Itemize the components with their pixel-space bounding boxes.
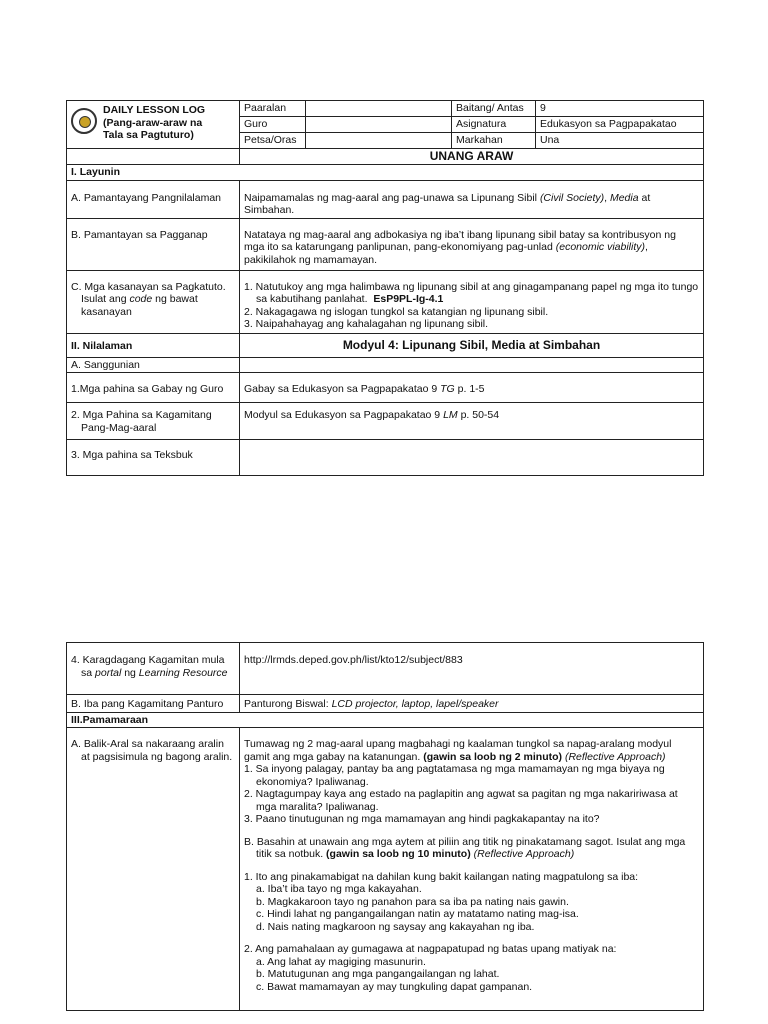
section-layunin: I. Layunin [67, 165, 704, 181]
quiz-choice: c. Hindi lahat ng pangangailangan natin ay matatamo nating mag-isa. [256, 908, 579, 920]
instruction-text [244, 738, 699, 763]
section-pamamaraan: III.Pamamaraan [67, 712, 704, 728]
row-label [67, 728, 240, 1011]
row-label [67, 270, 240, 333]
quiz-choice: d. Nais nating magkaroon ng saysay ang kakayahan ng iba. [256, 920, 535, 933]
list-item: 3. Paano tinutugunan ng mga mamamayan ang hindi pagkakapantay na ito? [244, 813, 600, 825]
kagamitang-mag-aaral-text [240, 403, 704, 440]
day-title: UNANG ARAW [240, 149, 704, 165]
instruction-text [244, 836, 699, 861]
text-segment: B. Basahin at unawain ang mga aytem at piliin ang titik ng pinakatamang sagot. Isulat ang mga titik sa notbuk. [244, 835, 686, 860]
text-segment: Tumawag ng 2 mag-aaral upang magbahagi ng kaalaman tungkol sa napag-aralang modyul gamit ang mga gabay na katanungan. [244, 738, 672, 763]
list-item: 1. Sa inyong palagay, pantay ba ang pagtatamasa ng mga mamamayan ng mga biyaya ng ekonomiya? Ipaliwanag. [244, 763, 665, 788]
guro-label: Guro [240, 117, 306, 133]
text-segment: Isulat ang [81, 293, 130, 305]
text-segment: (Civil Society) [539, 191, 605, 204]
pamantayang-pangnilalaman-text [240, 180, 704, 218]
row-label [67, 643, 240, 695]
text-segment: LM [443, 409, 458, 421]
text-segment: Gabay sa Edukasyon sa Pagpapakatao 9 [244, 383, 441, 395]
time-note: (gawin sa loob ng 10 minuto) [326, 848, 471, 860]
text-segment: Naipamamalas ng mag-aaral ang pag-unawa sa Lipunang Sibil [244, 191, 540, 204]
paaralan-value[interactable] [306, 101, 452, 117]
row-label: 3. Mga pahina sa Teksbuk [67, 440, 240, 476]
time-note: (gawin sa loob ng 2 minuto) [423, 750, 563, 763]
list-item: 3. Naipahahayag ang kahalagahan ng lipunang sibil. [244, 318, 489, 330]
lrmds-link[interactable]: http://lrmds.deped.gov.ph/list/kto12/subject/883 [240, 643, 704, 695]
quiz-item: 2. Ang pamahalaan ay gumagawa at nagpapatupad ng batas upang matiyak na: [244, 943, 617, 955]
text-segment: Learning Resource [138, 666, 228, 679]
kasanayan-list [240, 270, 704, 333]
text-segment: Media [609, 191, 639, 204]
log-subtitle: Tala sa Pagtuturo) [103, 129, 194, 141]
row-label-line: at pagsisimula ng bagong aralin. [81, 750, 233, 763]
pamantayan-sa-pagganap-text [240, 218, 704, 270]
competency-code: EsP9PL-Ig-4.1 [373, 293, 444, 305]
row-label-line: 4. Karagdagang Kagamitan mula [71, 654, 225, 666]
asignatura-label: Asignatura [452, 117, 536, 133]
text-segment: (economic viability) [555, 241, 646, 253]
sanggunian-label: A. Sanggunian [67, 357, 240, 373]
empty-cell [240, 357, 704, 373]
petsa-label: Petsa/Oras [240, 133, 306, 149]
list-item: 2. Nakagagawa ng islogan tungkol sa katangian ng lipunang sibil. [244, 305, 549, 318]
row-label: B. Iba pang Kagamitang Panturo [67, 695, 240, 713]
row-label [67, 403, 240, 440]
quiz-choice: b. Matutugunan ang mga pangangailangan ng lahat. [256, 968, 500, 980]
quiz-choice: c. Bawat mamamayan ay may tungkuling dapat gampanan. [256, 980, 533, 993]
paaralan-label: Paaralan [240, 101, 306, 117]
log-title: DAILY LESSON LOG [103, 104, 206, 116]
text-segment: Natataya ng mag-aaral ang adbokasiya ng iba’t ibang lipunang sibil batay sa kontribusyon ng mga ito sa katarungang panlipunan, pang-ekonomiyang pag-unlad [244, 228, 676, 253]
quiz-choice: a. Ang lahat ay magiging masunurin. [256, 955, 426, 968]
asignatura-value[interactable]: Edukasyon sa Pagpapakatao [536, 117, 704, 133]
text-segment: TG [440, 383, 455, 395]
text-segment: 1. Natutukoy ang mga halimbawa ng lipunang sibil at ang ginagampanang papel ng mga ito tungo sa kabutihang panlahat. [244, 280, 699, 305]
text-segment: ng [121, 666, 139, 679]
row-label: B. Pamantayan sa Pagganap [67, 218, 240, 270]
deped-seal-icon [71, 108, 97, 134]
log-title-cell [67, 101, 240, 149]
row-label-line: C. Mga kasanayan sa Pagkatuto. [71, 280, 226, 293]
text-segment: sa [81, 666, 96, 679]
row-label-line: Pang-Mag-aaral [81, 421, 157, 434]
row-label: 1.Mga pahina sa Gabay ng Guro [67, 373, 240, 403]
gabay-guro-text [240, 373, 704, 403]
modyul-title: Modyul 4: Lipunang Sibil, Media at Simbahan [240, 333, 704, 357]
baitang-value[interactable]: 9 [536, 101, 704, 117]
text-segment: Panturong Biswal: [244, 698, 332, 710]
markahan-value[interactable]: Una [536, 133, 704, 149]
empty-cell [67, 149, 240, 165]
lesson-log-table-page2 [66, 642, 704, 1011]
balik-aral-content [240, 728, 704, 1011]
text-segment: ng bawat kasanayan [81, 293, 198, 318]
text-segment: LCD projector, laptop, lapel/speaker [331, 698, 499, 710]
lesson-log-table-page1 [66, 100, 704, 476]
text-segment: at Simbahan. [244, 191, 651, 216]
text-segment: , [604, 191, 610, 204]
row-label: A. Pamantayang Pangnilalaman [67, 180, 240, 218]
teksbuk-value [240, 440, 704, 476]
panturong-biswal-text [240, 695, 704, 713]
text-segment: code [129, 293, 153, 305]
text-segment: , pakikilahok ng mamamayan. [244, 241, 648, 266]
row-label-line [71, 667, 235, 680]
row-label-line [71, 293, 235, 318]
log-subtitle: (Pang-araw-araw na [103, 116, 203, 129]
quiz-choice: b. Magkakaroon tayo ng panahon para sa iba pa nating nais gawin. [256, 895, 569, 908]
quiz-choice: a. Iba’t iba tayo ng mga kakayahan. [256, 883, 422, 895]
approach-note: (Reflective Approach) [562, 750, 666, 763]
text-segment: portal [95, 666, 122, 679]
petsa-value[interactable] [306, 133, 452, 149]
list-item: 2. Nagtagumpay kaya ang estado na paglapitin ang agwat sa pagitan ng mga nakaririwasa at mga maralita? Ipaliwanag. [244, 788, 678, 813]
row-label-line: A. Balik-Aral sa nakaraang aralin [71, 738, 224, 750]
quiz-item: 1. Ito ang pinakamabigat na dahilan kung bakit kailangan nating magpatulong sa iba: [244, 870, 639, 883]
text-segment: Modyul sa Edukasyon sa Pagpapakatao 9 [244, 409, 444, 421]
text-segment: p. 50-54 [457, 409, 500, 421]
section-nilalaman: II. Nilalaman [67, 333, 240, 357]
row-label-line: 2. Mga Pahina sa Kagamitang [71, 409, 212, 421]
text-segment: p. 1-5 [454, 383, 485, 395]
approach-note: (Reflective Approach) [470, 848, 575, 860]
list-item [244, 281, 699, 306]
markahan-label: Markahan [452, 133, 536, 149]
guro-value[interactable] [306, 117, 452, 133]
baitang-label: Baitang/ Antas [452, 101, 536, 117]
